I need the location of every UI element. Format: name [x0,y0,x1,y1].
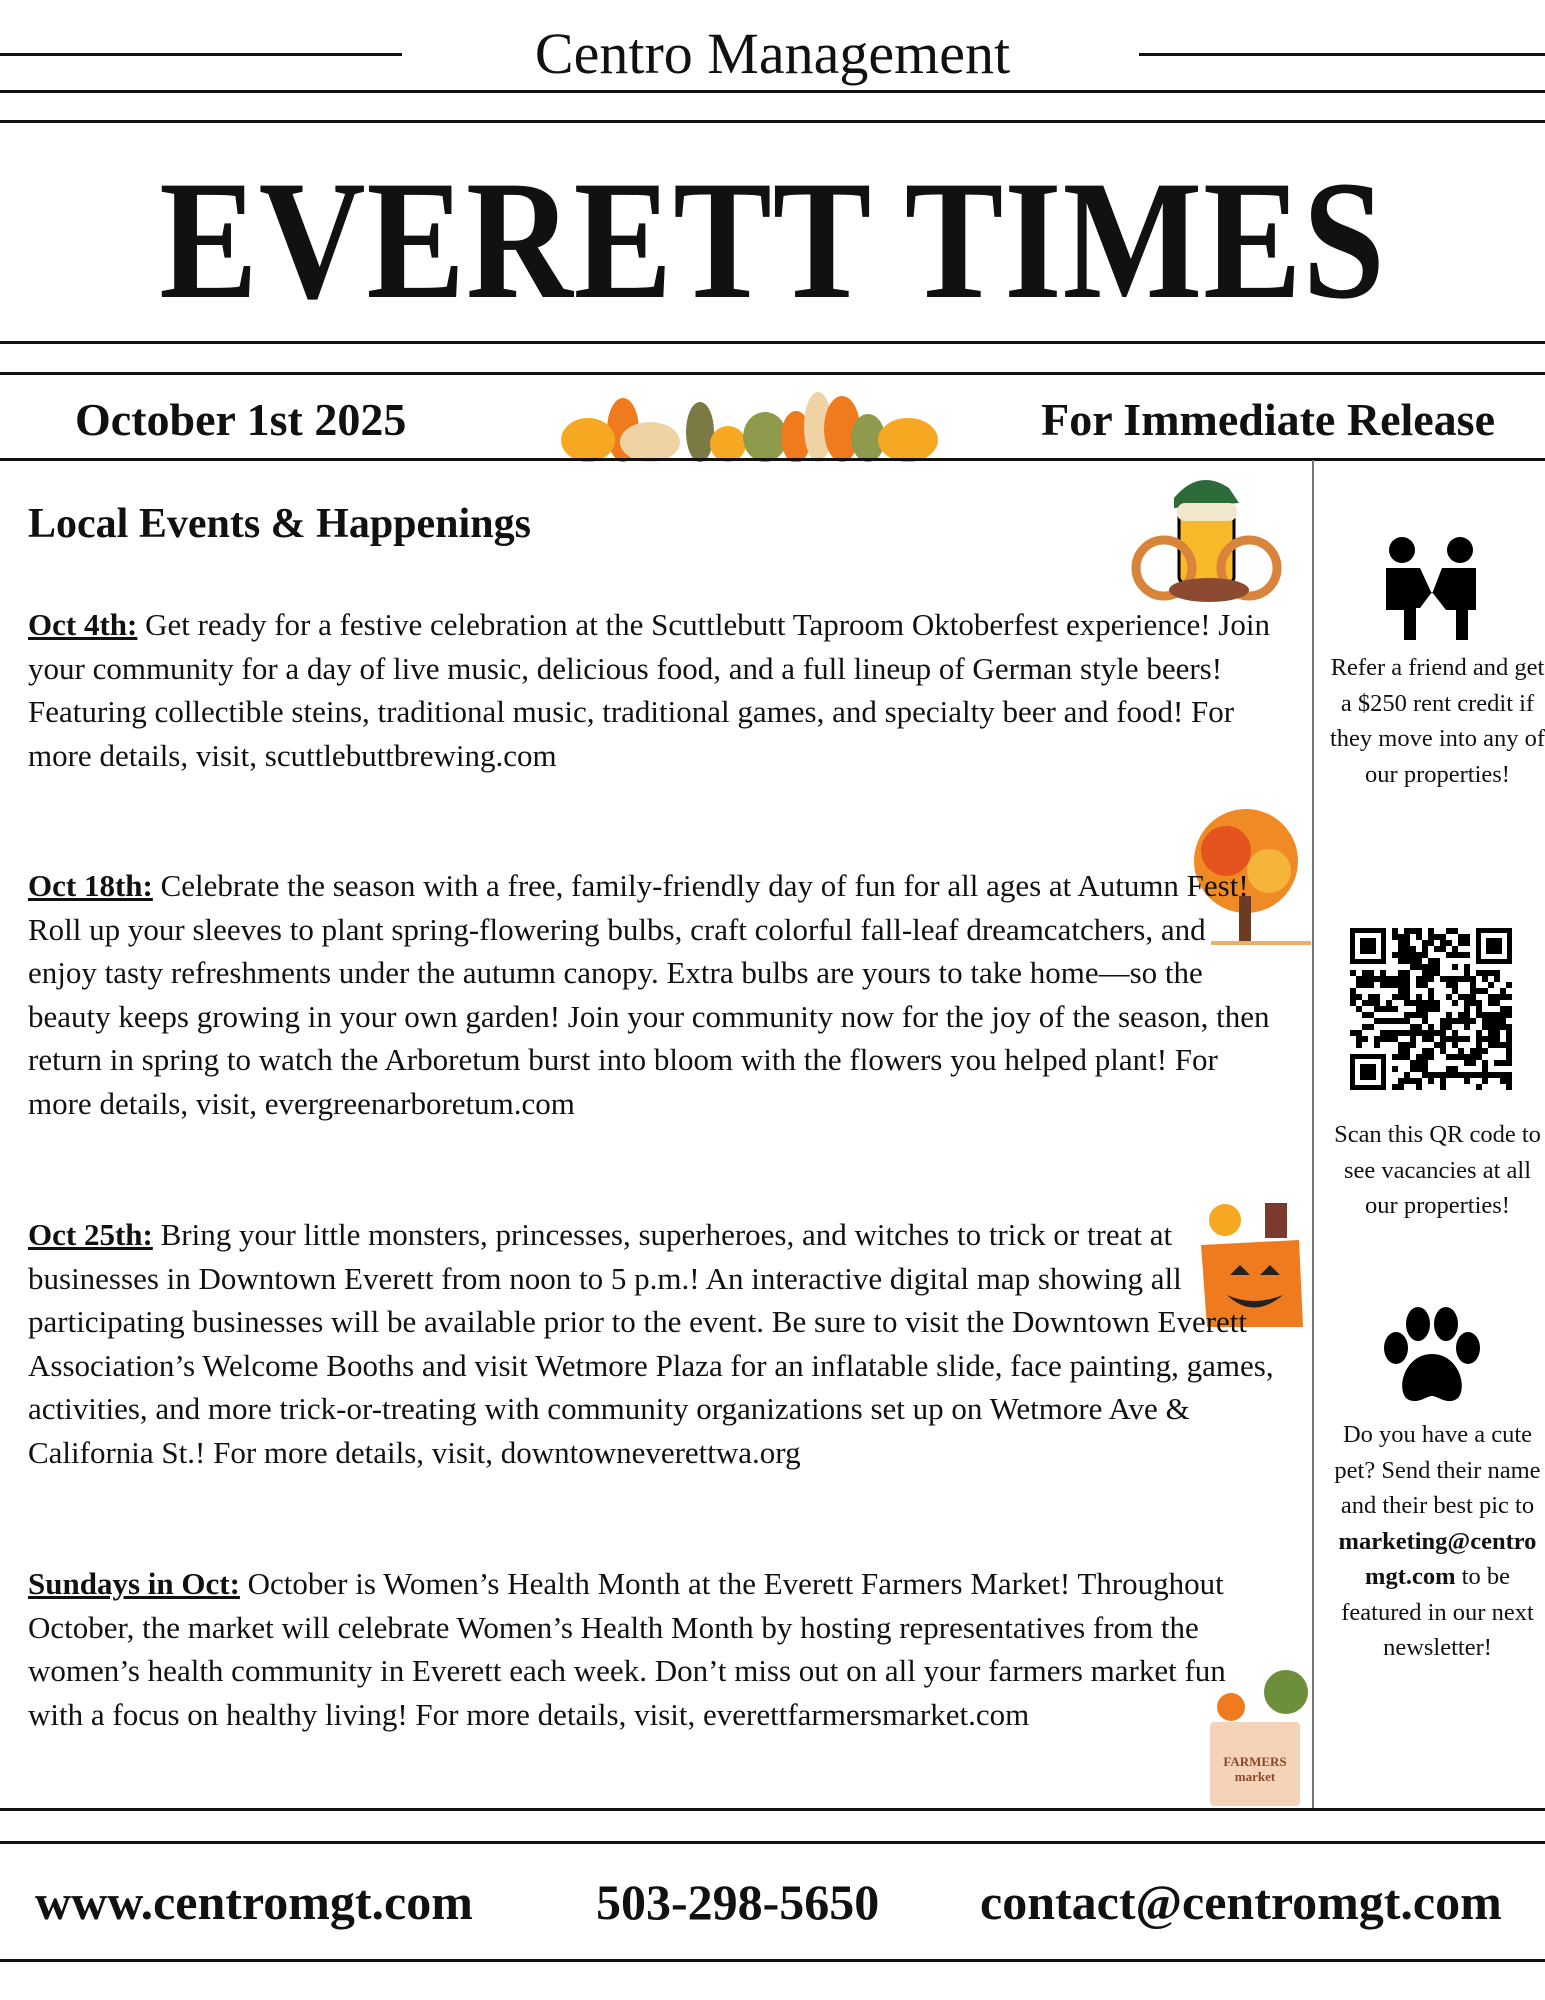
rule [0,1959,1545,1962]
event-description: Celebrate the season with a free, family-friendly day of fun for all ages at Autumn Fest! Roll up your sleeves to plant spring-flowering bulbs, craft colorful fall-leaf dreamcatchers, and enjoy tasty refreshments under the autumn canopy. Extra bulbs are yours to take home—so the beauty keeps growing in your own garden! Join your community now for the joy of the season, then return in spring to watch the Arboretum burst into bloom with the flowers you helped plant! For more details, visit, evergreenarboretum.com [28,868,1270,1121]
event-sundays-oct [28,1562,1278,1736]
refer-friend-icon [1380,536,1482,640]
release-label: For Immediate Release [1041,394,1495,445]
pet-text-outro: to be featured in our next newsletter! [1341,1563,1534,1661]
section-heading: Local Events & Happenings [28,501,531,547]
event-date-label: Sundays in Oct: [28,1566,240,1601]
rule [0,372,1545,375]
paw-icon [1376,1306,1486,1406]
referral-text: Refer a friend and get a $250 rent credit if they move into any of our properties! [1330,654,1545,788]
rule [0,341,1545,344]
pumpkins-illustration [560,382,942,462]
footer-website-link[interactable]: www.centromgt.com [35,1874,473,1930]
event-description: Get ready for a festive celebration at the Scuttlebutt Taproom Oktoberfest experience! Join your community for a day of live music, delicious food, and a full lineup of German style beers! Featuring collectible steins, traditional music, traditional games, and specialty beer and food! For more details, visit, scuttlebuttbrewing.com [28,607,1270,773]
rule [0,90,1545,93]
event-date-label: Oct 4th: [28,607,138,642]
farmers-market-label: FARMERS market [1223,1754,1287,1784]
event-oct-18 [28,864,1278,1126]
event-description: October is Women’s Health Month at the Everett Farmers Market! Throughout October, the market will celebrate Women’s Health Month by hosting representatives from the women’s health community in Everett each week. Don’t miss out on all your farmers market fun with a focus on healthy living! For more details, visit, everettfarmersmarket.com [28,1566,1226,1732]
farmers-market-bag-icon [1206,1662,1314,1808]
event-oct-25 [28,1213,1278,1475]
event-date-label: Oct 25th: [28,1217,153,1252]
rule [0,1808,1545,1811]
brand-name: Centro Management [534,21,1011,86]
qr-code[interactable] [1350,928,1512,1090]
footer-email-link[interactable]: contact@centromgt.com [980,1874,1502,1930]
rule [0,120,1545,123]
pet-text-intro: Do you have a cute pet? Send their name and their best pic to [1334,1421,1541,1519]
rule [0,1841,1545,1844]
event-description: Bring your little monsters, princesses, superheroes, and witches to trick or treat at businesses in Downtown Everett from noon to 5 p.m.! An interactive digital map showing all participating businesses will be available prior to the event. Be sure to visit the Downtown Everett Association’s Welcome Booths and visit Wetmore Plaza for an inflatable slide, face painting, games, activities, and more trick-or-treating with community organizations set up on Wetmore Ave & California St.! For more details, visit, downtowneverettwa.org [28,1217,1274,1470]
pet-feature-text [1330,1417,1545,1666]
issue-date: October 1st 2025 [75,394,407,445]
pet-email-link[interactable]: marketing@centromgt.com [1338,1527,1537,1590]
event-date-label: Oct 18th: [28,868,153,903]
footer-phone[interactable]: 503-298-5650 [596,1874,880,1930]
column-divider [1312,460,1314,1810]
newsletter-title: EVERETT TIMES [159,146,1386,334]
qr-caption: Scan this QR code to see vacancies at all our properties! [1334,1121,1541,1219]
beer-pretzel-icon [1129,468,1287,608]
event-oct-4 [28,603,1278,777]
